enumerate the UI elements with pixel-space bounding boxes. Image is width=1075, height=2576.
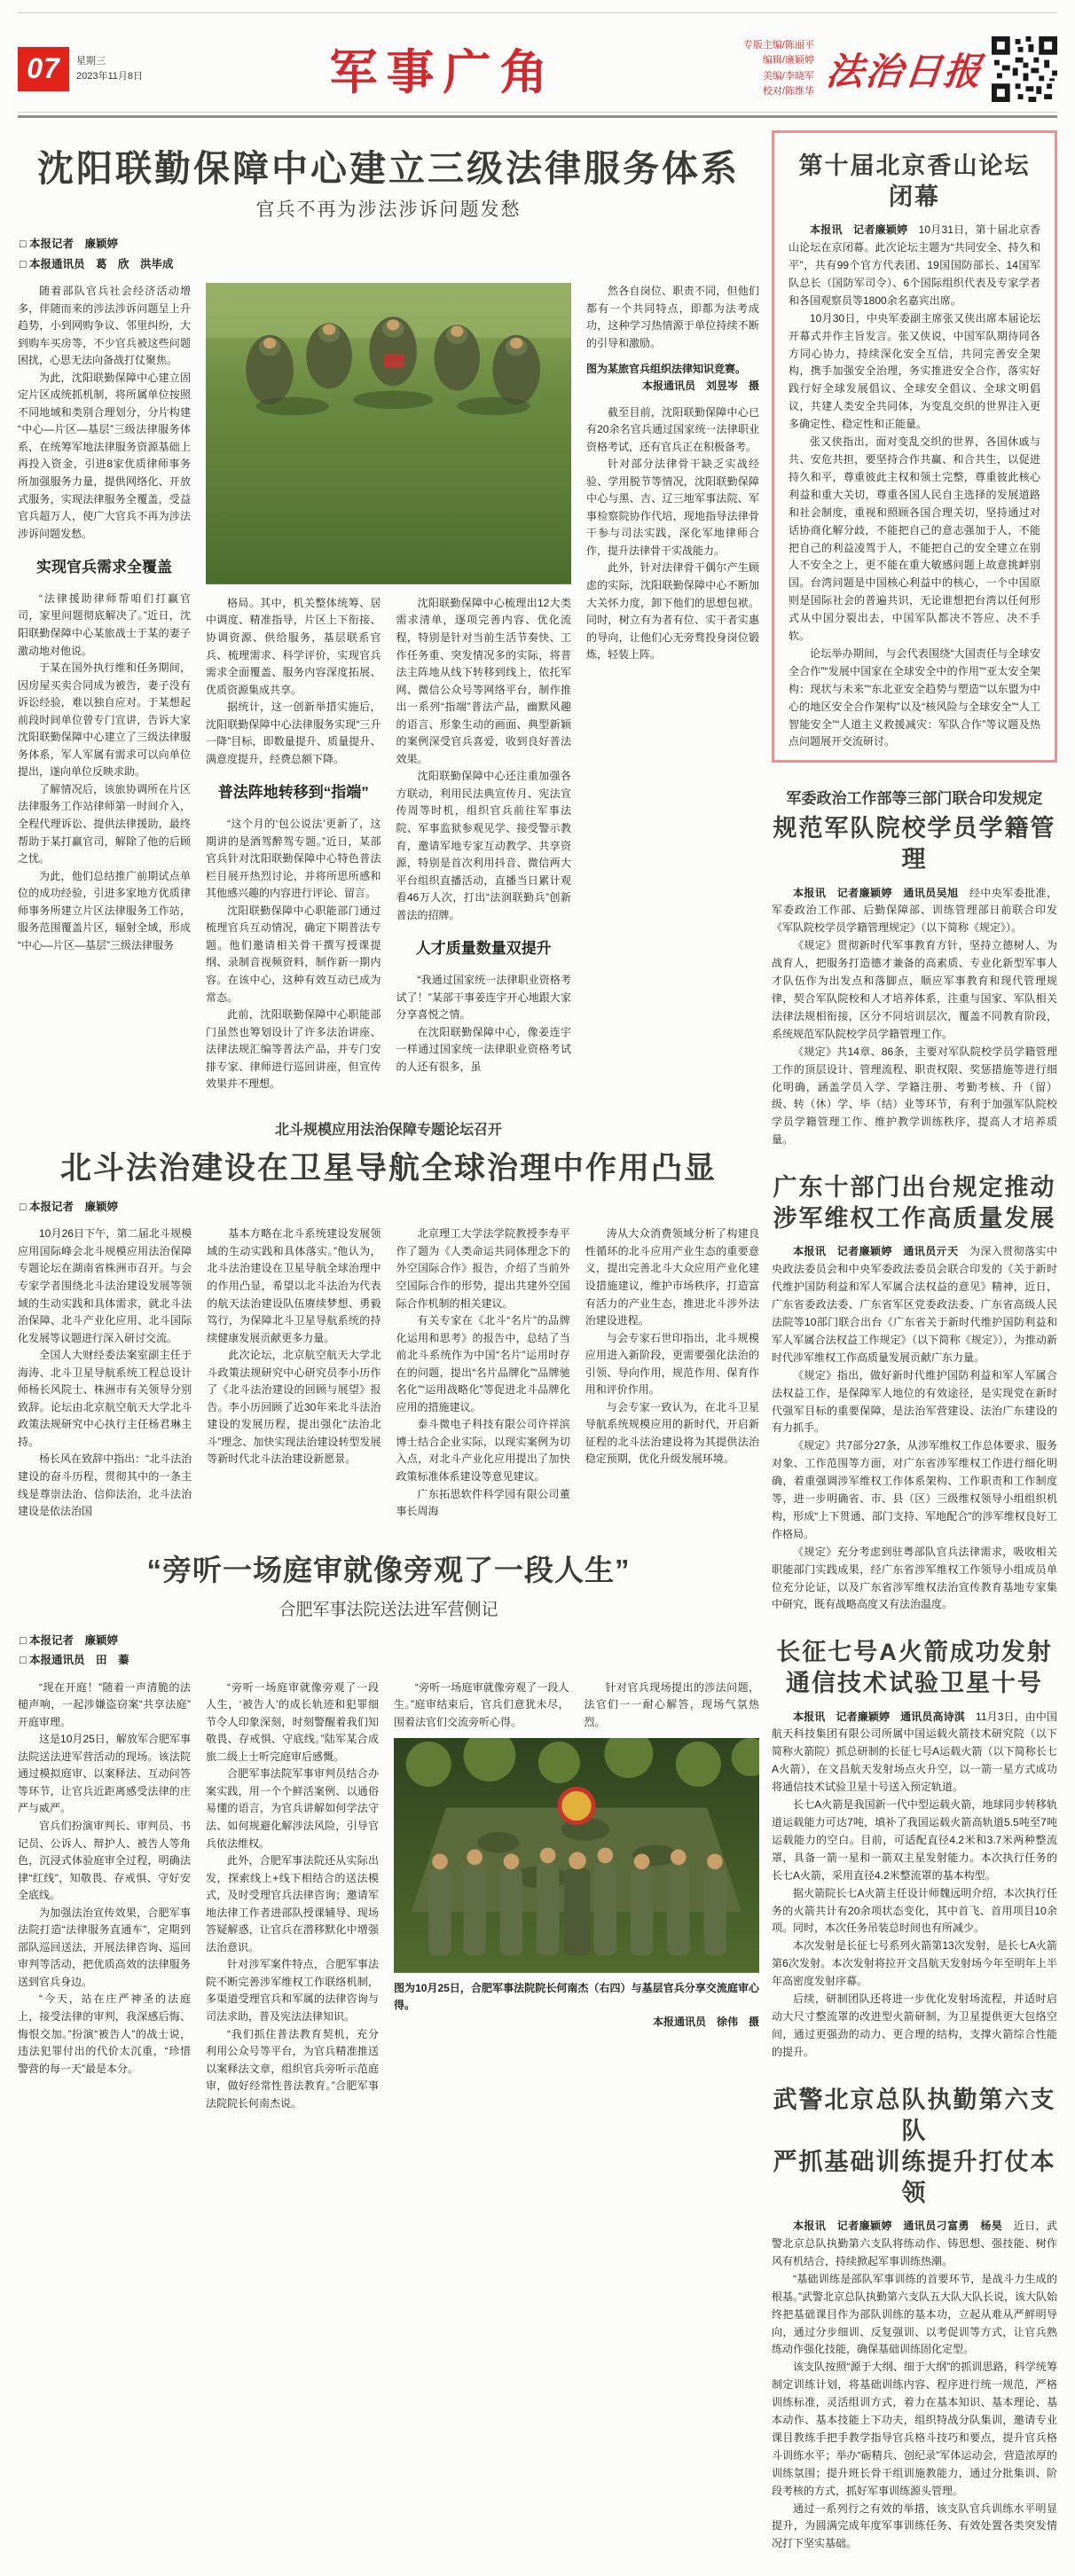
paragraph: 在沈阳联勤保障中心，像姜连宇一样通过国家统一法律职业资格考试的人还有很多，虽 [396, 1025, 571, 1073]
beidou-column-2 [207, 1225, 381, 1520]
paragraph: 该支队按照“源于大纲、细于大纲”的抓训思路，科学统筹制定训练计划，将基础训练内容、程序进行统一规范，严格训练标准，灵活组训方式，着力在基本知识、基本理论、基本动作、基本技能上下功夫，组织特战分队集训，邀请专业课目教练手把手教学指导官兵格斗技巧和要点，提升官兵格斗训练水平；举办“砺精兵、创纪录”军体运动会，营造浓厚的训练氛围；提升班长骨干组训施教能力，通过分批集训、阶段考核的方式，抓好军事训练源头管理。 [772, 2361, 1057, 2497]
paragraph: 涛从大众消费领域分析了构建良性循环的北斗应用产业生态的重要意义，提出完善北斗大众应用产业化建设措施建议，维护市场秩序，打造富有活力的产业生态，推进北斗涉外法治建设进程。 [585, 1227, 759, 1327]
main-photo-soldiers-on-grass [206, 283, 571, 584]
paragraph: 随着部队官兵社会经济活动增多，伴随而来的涉法涉诉问题呈上升趋势，小到网购争议、邻里纠纷，大到购车买房等，不少官兵被这些问题困扰，心思无法向备战打仗聚焦。 [18, 285, 191, 367]
paragraph: 此次论坛，北京航空航天大学北斗政策法规研究中心研究员李小历作了《北斗法治建设的回顾与展望》报告。李小历回顾了近30年来北斗法治建设的发展历程，提出强化“法治北斗”理念、加快实现法治建设转型发展等新时代北斗法治建设新愿景。 [207, 1349, 381, 1466]
paragraph: 北京理工大学法学院教授李寿平作了题为《人类命运共同体理念下的外空国际合作》报告，介绍了当前外空国际合作的形势，提出共建外空国际合作机制的相关建议。 [396, 1227, 570, 1310]
paragraph: 合肥军事法院军事审判员结合办案实践，用一个个鲜活案例、以通俗易懂的语言，为官兵讲解如何学法守法、如何规避化解涉法风险，引导官兵依法维权。 [206, 1767, 379, 1850]
paragraph: 针对涉军案件特点，合肥军事法院不断完善涉军维权工作联络机制，多渠道受理官兵和军属的法律咨询与司法求助，普及宪法法律知识。 [206, 1958, 379, 2023]
main-column-middle [206, 283, 571, 1093]
top-hairline [18, 12, 1057, 13]
paragraph: 针对部分法律骨干缺乏实战经验、学用脱节等情况，沈阳联勤保障中心与黑、吉、辽三地军事法院、军事检察院协作代培，现地指导法律骨干参与司法实践，深化军地律师合作，提升法律骨干实战能力。 [586, 458, 759, 557]
bottom-photo-caption [394, 1980, 759, 2032]
beidou-kicker: 北斗规模应用法治保障专题论坛召开 [274, 1122, 502, 1138]
main-headline: 沈阳联勤保障中心建立三级法律服务体系 [37, 148, 740, 189]
paragraph: 据火箭院长七A火箭主任设计师魏远明介绍，本次执行任务的火箭共计有20余项状态变化，其中首飞、首用项目10余项。同时，本次任务吊装总时间也有所减少。 [772, 1886, 1057, 1935]
main-column-3 [396, 595, 572, 1093]
paragraph: 截至目前，沈阳联勤保障中心已有20余名官兵通过国家统一法律职业资格考试，还有官兵正在积极备考。 [586, 405, 759, 453]
crosshead-1: 实现官兵需求全覆盖 [36, 559, 172, 576]
paragraph: 10月30日，中央军委副主席张又侠出席本届论坛开幕式并作主旨发言。张又侠说，中国军队期待同各方同心协力，持续深化安全互信，共同完善安全架构，携手加强安全治理，务实推进安全合作，落实好践行好全球发展倡议、全球安全倡议、全球文明倡议，共建人类安全共同体，为变乱交织的世界注入更多确定性、稳定性和正能量。 [789, 311, 1040, 431]
dateline-lead: 本报讯 记者廉颖婷 通讯员吴旭 [793, 886, 969, 899]
paragraph: 为加强法治宣传效果，合肥军事法院打造“法律服务直通车”，定期到部队巡回送法，开展法律咨询、巡回审判等活动，把优质高效的法律服务送到官兵身边。 [18, 1906, 191, 1988]
paragraph: 于某在国外执行维和任务期间，因房屋买卖合同成为被告，妻子没有诉讼经验，难以独自应对。于某想起前段时间单位曾专门宣讲，告诉大家沈阳联勤保障中心建立了三级法律服务体系，军人军属有需求可以向单位提出，遂向单位反映求助。 [18, 662, 191, 779]
left-region [18, 130, 759, 2553]
dateline-lead: 本报讯 记者廉颖婷 通讯员刁富勇 杨昊 [793, 2220, 1014, 2233]
credit-art-editor: 美编/李晓军 [762, 70, 814, 82]
qr-code [992, 36, 1057, 102]
paragraph: “旁听一场庭审就像旁观了一段人生，‘被告人’的成长轨迹和犯罪细节令人印象深刻，时刻警醒着我们知敬畏、存戒惧、守底线。”陆军某合成旅二级上士听完庭审后感慨。 [206, 1680, 379, 1763]
masthead-logo: 法治日报 [824, 51, 985, 93]
beidou-column-4 [585, 1225, 759, 1520]
beidou-column-1 [18, 1225, 192, 1520]
paragraph: 沈阳联勤保障中心还注重加强各方联动，利用民法典宣传月、宪法宣传周等时机，组织官兵前往军事法院、军事监狱参观见学、接受警示教育，邀请军地专家互动教学、共享资源，特别是首次利用抖音、微信两大平台组织直播活动，直播当日累计观看46万人次，打出“法润联勤兵”创新普法的招牌。 [396, 770, 571, 921]
training-title: 武警北京总队执勤第六支队 严抓基础训练提升打仗本领 [773, 2086, 1056, 2206]
paragraph: “今天，站在庄严神圣的法庭上，接受法律的审判，我深感后悔、悔恨交加。”扮演“被告人”的战士说，违法犯罪付出的代价太沉重，“珍惜警营的每一天”最是本分。 [18, 1993, 191, 2075]
paragraph: 沈阳联勤保障中心梳理出12大类需求清单，逐项完善内容、优化流程，特别是针对当前生活节奏快、工作任务重、突发情况多的实际，将普法主阵地从线下转移到线上，依托军网、微信公众号等网络平台，制作推出一系列“指端”普法产品，幽默风趣的语言、形象生动的画面、典型新颖的案例深受官兵喜爱，收到良好普法效果。 [396, 596, 571, 765]
paragraph: 与会专家一致认为，在北斗卫星导航系统规模应用的新时代，开启新征程的北斗法治建设将为其提供法治稳定预期，优化升级发展环境。 [585, 1400, 759, 1466]
paragraph: 据统计，这一创新举措实施后，沈阳联勤保障中心法律服务实现“三升一降”目标，即数量提升、质量提升、满意度提升，经费总额下降。 [206, 701, 381, 765]
paragraph: “基础训练是部队军事训练的首要环节，是战斗力生成的根基。”武警北京总队执勤第六支队五大队大队长说，该大队始终把基础课目作为部队训练的基本功，立起从难从严鲜明导向，通过分步细训、反复强训、以考促训等方式，让官兵熟练动作强化技能，确保基础训练固化定型。 [772, 2272, 1057, 2356]
paragraph: 本报讯 记者廉颖婷 通讯员高诗淇 11月3日，由中国航天科技集团有限公司所属中国运载火箭技术研究院（以下简称火箭院）抓总研制的长征七号A运载火箭（以下简称长七A火箭），在文昌航天发射场点火升空，以一箭一星方式成功将通信技术试验卫星十号送入预定轨道。 [772, 1710, 1057, 1794]
credit-editor-chief: 专版主编/陈丽平 [742, 40, 814, 51]
beidou-column-3 [396, 1225, 570, 1520]
paragraph: 为此，沈阳联勤保障中心建立固定片区成统抓机制，将所属单位按照不同地域和类别合理划分，分片构建“中心—片区—基层”三级法律服务体系，在统筹军地法律服务资源基础上再投入资金，引进8家优质律师事务所加强服务力量，提供网络化、开放式服务，实现法律服务全覆盖，受益官兵超万人，使广大官兵不再为涉法涉诉问题发愁。 [18, 371, 191, 540]
crosshead-2: 普法阵地转移到“指端” [217, 784, 369, 802]
main-column-2 [206, 595, 381, 1093]
dateline-lead: 本报讯 记者廉颖婷 通讯员高诗淇 [793, 1710, 977, 1723]
paragraph: “现在开庭！”随着一声清脆的法槌声响，一起涉嫌盗窃案“共享法庭”开庭审理。 [18, 1680, 191, 1728]
paragraph: 《规定》充分考虑到驻粤部队官兵法律需求，吸收相关职能部门实践成果，经广东省涉军维权工作领导小组成员单位充分论证，以及广东省涉军维权法治宣传教育基地专家集中研究，既有战略高度又有法治温度。 [772, 1545, 1057, 1611]
paragraph: 了解情况后，该旅协调所在片区法律服务工作站律师第一时间介入，全程代理诉讼、提供法律援助，最终帮助于某打赢官司，解除了他的后顾之忧。 [18, 782, 191, 865]
paragraph: “这个月的‘包公说法’更新了，这期讲的是酒驾醉驾专题。”近日，某部官兵针对沈阳联勤保障中心特色普法栏目展开热烈讨论，并将所思所感和其他感兴趣的内容进行评论、留言。 [206, 818, 381, 900]
date-block [76, 54, 143, 83]
article-shenyang [18, 139, 759, 1093]
paragraph: 为此，他们总结推广前期试点单位的成功经验，引进多家地方优质律师事务所建立片区法律服务工作站，服务范围覆盖片区，辐射全域，形成“中心—片区—基层”三级法律服务 [18, 869, 191, 951]
paragraph: 本报讯 记者廉颖婷 通讯员刁富勇 杨昊 近日，武警北京总队执勤第六支队将练动作、铸思想、强技能、树作风有机结合，持续掀起军事训练热潮。 [772, 2220, 1057, 2267]
paragraph: 《规定》指出，做好新时代维护国防利益和军人军属合法权益工作，是保障军人地位的有效途径，是实现党在新时代强军目标的重要保障，是法治军营建设、法治广东建设的有力抓手。 [772, 1368, 1057, 1435]
paragraph: “旁听一场庭审就像旁观了一段人生。”庭审结束后，官兵们意犹未尽，围着法官们交流旁听心得。 [394, 1680, 569, 1728]
bottom-column-1 [18, 1679, 191, 2113]
bottom-subtitle: 合肥军事法院送法进军营侧记 [279, 1600, 498, 1619]
paragraph: 针对官兵现场提出的涉法问题，法官们一一耐心解答，现场气氛热烈。 [584, 1680, 759, 1728]
regulation-title: 规范军队院校学员学籍管理 [773, 815, 1056, 873]
guangdong-title: 广东十部门出台规定推动 涉军维权工作高质量发展 [773, 1174, 1056, 1233]
weekday: 星期三 [76, 56, 106, 67]
crosshead-3: 人才质量数量双提升 [415, 940, 552, 958]
dateline-lead: 本报讯 记者廉颖婷 通讯员亓天 [793, 1245, 969, 1258]
bottom-column-2 [206, 1679, 379, 2113]
paragraph: 《规定》贯彻新时代军事教育方针，坚持立德树人、为战育人，把服务打造德才兼备的高素质、专业化新型军事人才队伍作为出发点和落脚点，顺应军事教育和现代管理规律，契合军队院校和人才培养体系，注重与国家、军队相关法律法规相衔接，区分不同培训层次，覆盖不同教育阶段，系统规范军队院校学员学籍管理工作。 [772, 939, 1057, 1040]
paragraph: 此外，针对法律骨干偶尔产生顾虑的实际，沈阳联勤保障中心不断加大关怀力度，卸下他们的思想包袱。同时，树立有为者有位、实干者实惠的导向，让他们心无旁骛投身岗位锻炼，轻装上阵。 [586, 561, 759, 662]
article-long-march-rocket [772, 1637, 1057, 2061]
paragraph: 后续，研制团队还将进一步优化发射场流程，并适时启动大尺寸整流罩的改进型火箭研制，为卫星提供更大包络空间，通过更强劲的动力、更合理的结构，支撑火箭综合性能的提升。 [772, 1993, 1057, 2058]
paragraph: 与会专家石世印指出，北斗规模应用进入新阶段，更需要强化法治的引领、导向作用，规范作用、保育作用和评价作用。 [585, 1331, 759, 1397]
article-academy-regulation [772, 786, 1057, 1149]
paragraph: “法律援助律师帮咱们打赢官司，家里问题彻底解决了。”近日，沈阳联勤保障中心某旅战士于某的妻子激动地对他说。 [18, 591, 191, 657]
byline-reporter: □ 本报记者 廉颖婷 [20, 238, 119, 250]
bottom-photo-court-visit [394, 1738, 759, 1973]
paragraph: 本报讯 记者廉颖婷 通讯员吴旭 经中央军委批准，军委政治工作部、后勤保障部、训练管理部日前联合印发《军队院校学员学籍管理规定》（以下简称《规定》）。 [772, 886, 1057, 935]
main-photo-caption [586, 361, 759, 395]
paragraph: 沈阳联勤保障中心职能部门通过梳理官兵互动情况，确定下期普法专题。他们邀请相关骨干撰写授课提纲、录制音视频资料，制作新一期内容。在该中心，这种有效互动已成为常态。 [206, 904, 381, 1004]
bottom-photo-block [394, 1679, 759, 2113]
caption-credit: 本报通讯员 刘昱岑 摄 [641, 380, 759, 393]
paragraph: 本报讯 记者廉颖婷 通讯员亓天 为深入贯彻落实中央政法委员会和中央军委政法委员会联合印发的《关于新时代维护国防利益和军人军属合法权益的意见》精神，近日，广东省委政法委、广东省军区党委政法委、广东省高级人民法院等10部门联合出台《广东省关于新时代维护国防利益和军人军属合法权益工作规定》（以下简称《规定》），为推动新时代涉军维权工作高质量发展贡献广东力量。 [772, 1245, 1057, 1364]
rocket-title: 长征七号A火箭成功发射 通信技术试验卫星十号 [776, 1639, 1053, 1697]
byline-correspondent: □ 本报通讯员 葛 欣 洪毕成 [20, 257, 174, 270]
caption-text: 图为10月25日，合肥军事法院院长何南杰（右四）与基层官兵分享交流庭审心得。 [394, 1982, 759, 2012]
paragraph: 张又侠指出，面对变乱交织的世界，各国休戚与共、安危共担，要坚持合作共赢、和合共生，以促进持久和平，尊重彼此主权和领土完整，尊重彼此核心利益和重大关切，尊重各国人民自主选择的发展道路和社会制度，重视和照顾各国合理关切，坚持通过对话协商化解分歧，不能把自己的意志强加于人，不能把自己的利益凌驾于人，不能把自己的安全建立在别人不安全之上，更不能在重大敏感问题上故意挑衅别国。台湾问题是中国核心利益中的核心，一个中国原则是国际社会的普遍共识，无论谁想把台湾以任何形式从中国分裂出去，中国军队都决不答应、决不手软。 [789, 435, 1040, 643]
paragraph: 长七A火箭是我国新一代中型运载火箭，地球同步转移轨道运载能力可达7吨，填补了我国运载火箭高轨道5.5吨至7吨运载能力的空白。目前，可适配直径4.2米和3.7米两种整流罩，具备一箭一星和一箭双主星发射能力。本次执行任务的长七A火箭，采用直径4.2米整流罩的基本构型。 [772, 1798, 1057, 1882]
article-guangdong-rights [772, 1172, 1057, 1614]
credit-editor: 编辑/廉颖婷 [762, 55, 814, 67]
byline-reporter: □ 本报记者 廉颖婷 [20, 1633, 119, 1647]
beidou-headline: 北斗法治建设在卫星导航全球治理中作用凸显 [59, 1150, 717, 1186]
header-rule [18, 112, 1057, 118]
paragraph: 杨长风在致辞中指出：“北斗法治建设的奋斗历程，贯彻其中的一条主线是尊崇法治、信仰法治，北斗法治建设是依法治国 [18, 1452, 192, 1518]
caption-credit: 本报通讯员 徐伟 摄 [652, 2016, 759, 2029]
bottom-headline: “旁听一场庭审就像旁观了一段人生” [146, 1553, 631, 1586]
article-xiangshan-forum [772, 130, 1057, 763]
caption-text: 图为某旅官兵组织法律知识竞赛。 [586, 363, 747, 376]
article-armed-police-training [772, 2085, 1057, 2554]
paragraph: 此外，合肥军事法院还从实际出发，探索线上+线下相结合的送法模式，及时受理官兵法律咨询；邀请军地法律工作者进部队授课辅导、现场答疑解惑，让官兵在潜移默化中增强法治意识。 [206, 1854, 379, 1954]
section-title: 军事广角 [329, 46, 557, 99]
main-subtitle: 官兵不再为涉法涉诉问题发愁 [255, 200, 522, 220]
article-beidou [18, 1118, 759, 1521]
byline-correspondent: □ 本报通讯员 田 蓁 [20, 1654, 129, 1667]
credit-proofreader: 校对/陈维华 [762, 85, 814, 97]
paragraph: 全国人大财经委法案室副主任于海涛、北斗卫星导航系统工程总设计师杨长风院士、株洲市有关领导分别致辞。论坛由北京航空航天大学北斗政策法规研究中心执行主任杨君琳主持。 [18, 1349, 192, 1448]
paragraph: 然各自岗位、职责不同，但他们都有一个共同特点，即都为法考成功，这种学习热情源于单位持续不断的引导和激励。 [586, 285, 759, 349]
bottom-byline [20, 1631, 759, 1671]
paragraph: 泰斗微电子科技有限公司许祥滨博士结合企业实际，以现实案例为切入点，对北斗产业化应用提出了加快政策标准体系建设等意见建议。 [396, 1418, 570, 1483]
paragraph: “我们抓住普法教育契机，充分利用公众号等平台，为官兵精准推送以案释法文章，组织官兵旁听示范庭审，做好经常性普法教育。”合肥军事法院院长何南杰说。 [206, 2027, 379, 2110]
paragraph: 此前，沈阳联勤保障中心职能部门虽然也筹划设计了许多法治讲座、法律法规汇编等普法产品，并专门安排专家、律师进行巡回讲座，但宣传效果并不理想。 [206, 1008, 381, 1091]
paragraph: 《规定》共14章、86条，主要对军队院校学员学籍管理工作的顶层设计、管理流程、职责权限、奖惩措施等进行细化明确，涵盖学员入学、学籍注册、考勤考核、升（留）级、转（休）学、毕（结）业等环节，有利于加强军队院校学员学籍管理工作、维护教学训练秩序，提高人才培养质量。 [772, 1045, 1057, 1147]
paragraph: 《规定》共7部分27条，从涉军维权工作总体要求、服务对象、工作范围等方面，对广东省涉军维权工作进行细化明确，着重强调涉军维权工作体系架构、工作职责和工作制度等，进一步明确省、市、县（区）三级维权领导小组组织机构，形成“上下贯通、部门支持、军地配合”的涉军维权良好工作格局。 [772, 1439, 1057, 1540]
right-region [772, 130, 1057, 2553]
paragraph: 本次发射是长征七号系列火箭第13次发射，是长七A火箭第6次发射。本次发射将拉开文昌航天发射场今年至明年上半年高密度发射序幕。 [772, 1939, 1057, 1988]
main-byline [20, 234, 759, 274]
main-column-4 [586, 283, 759, 1093]
beidou-byline: □ 本报记者 廉颖婷 [20, 1200, 119, 1213]
staff-credits [743, 38, 814, 98]
paragraph: 这是10月25日，解放军合肥军事法院送法进军营活动的现场。该法院通过模拟庭审、以案释法、互动问答等环节，让官兵近距离感受法律的庄严与威严。 [18, 1733, 191, 1815]
page-number-box: 07 [18, 47, 69, 91]
paragraph: 有关专家在《北斗“名片”的品牌化运用和思考》的报告中，总结了当前北斗系统作为中国“名片”运用时存在的问题，提出“名片品牌化”“品牌驰名化”“运用战略化”等促进北斗品牌化应用的措施建议。 [396, 1314, 570, 1413]
xiangshan-title: 第十届北京香山论坛闭幕 [798, 153, 1031, 211]
paragraph: 广东拓思软件科学园有限公司董事长周海 [396, 1487, 570, 1518]
paragraph: 基本方略在北斗系统建设发展领域的生动实践和具体落实。”他认为，北斗法治建设在卫星导航全球治理中的作用凸显，希望以北斗法治为代表的航天法治建设队伍赓续梦想、勇毅笃行，为保障北斗卫星导航系统的持续健康发展贡献更多力量。 [207, 1227, 381, 1344]
paragraph: 通过一系列行之有效的举措，该支队官兵训练水平明显提升，为圆满完成年度军事训练任务、有效处置各类突发情况打下坚实基础。 [772, 2502, 1057, 2550]
article-hefei-court [18, 1547, 759, 2113]
dateline-lead: 本报讯 记者廉颖婷 [810, 223, 919, 237]
regulation-kicker: 军委政治工作部等三部门联合印发规定 [786, 790, 1043, 808]
main-column-1 [18, 283, 191, 1093]
paragraph: 格局。其中，机关整体统筹、居中调度、精准指导，片区上下衔接、协调资源、供给服务，基层联系官兵、梳理需求、科学评价，实现官兵需求全面覆盖、服务内容深度拓展、优质资源集成共享。 [206, 596, 381, 696]
paragraph: 官兵们扮演审判长、审判员、书记员、公诉人、辩护人、被告人等角色，沉浸式体验庭审全过程，明确法律“红线”，知敬畏、存戒惧、守好安全底线。 [18, 1819, 191, 1902]
paragraph: 本报讯 记者廉颖婷 10月31日，第十届北京香山论坛在京闭幕。此次论坛主题为“共同安全、持久和平”，共有99个官方代表团、19国国防部长、14国军队总长（国防军司令）、6个国际组织代表及专家学者和各国观察员等1800余名嘉宾出席。 [789, 223, 1040, 307]
paragraph: 10月26日下午，第二届北斗规模应用国际峰会北斗规模应用法治保障专题论坛在湖南省株洲市召开。与会专家学者围绕北斗法治建设发展等领域的生动实践和具体需求，就北斗法治保障、北斗产业化应用、北斗国际化发展等议题进行深入研讨交流。 [18, 1227, 192, 1344]
page-header [18, 35, 1057, 103]
paragraph: 论坛举办期间，与会代表围绕“大国责任与全球安全合作”“发展中国家在全球安全中的作用”“亚太安全架构：现状与未来”“东北亚安全趋势与塑造”“以东盟为中心的地区安全合作架构”以及“核风险与全球安全”“人工智能安全”“人道主义救援减灾：军队合作”等议题及热点问题展开交流研讨。 [789, 646, 1040, 748]
paragraph: “我通过国家统一法律职业资格考试了！”某部干事姜连宇开心地跟大家分享喜悦之情。 [396, 973, 571, 1022]
date: 2023年11月8日 [76, 70, 144, 82]
